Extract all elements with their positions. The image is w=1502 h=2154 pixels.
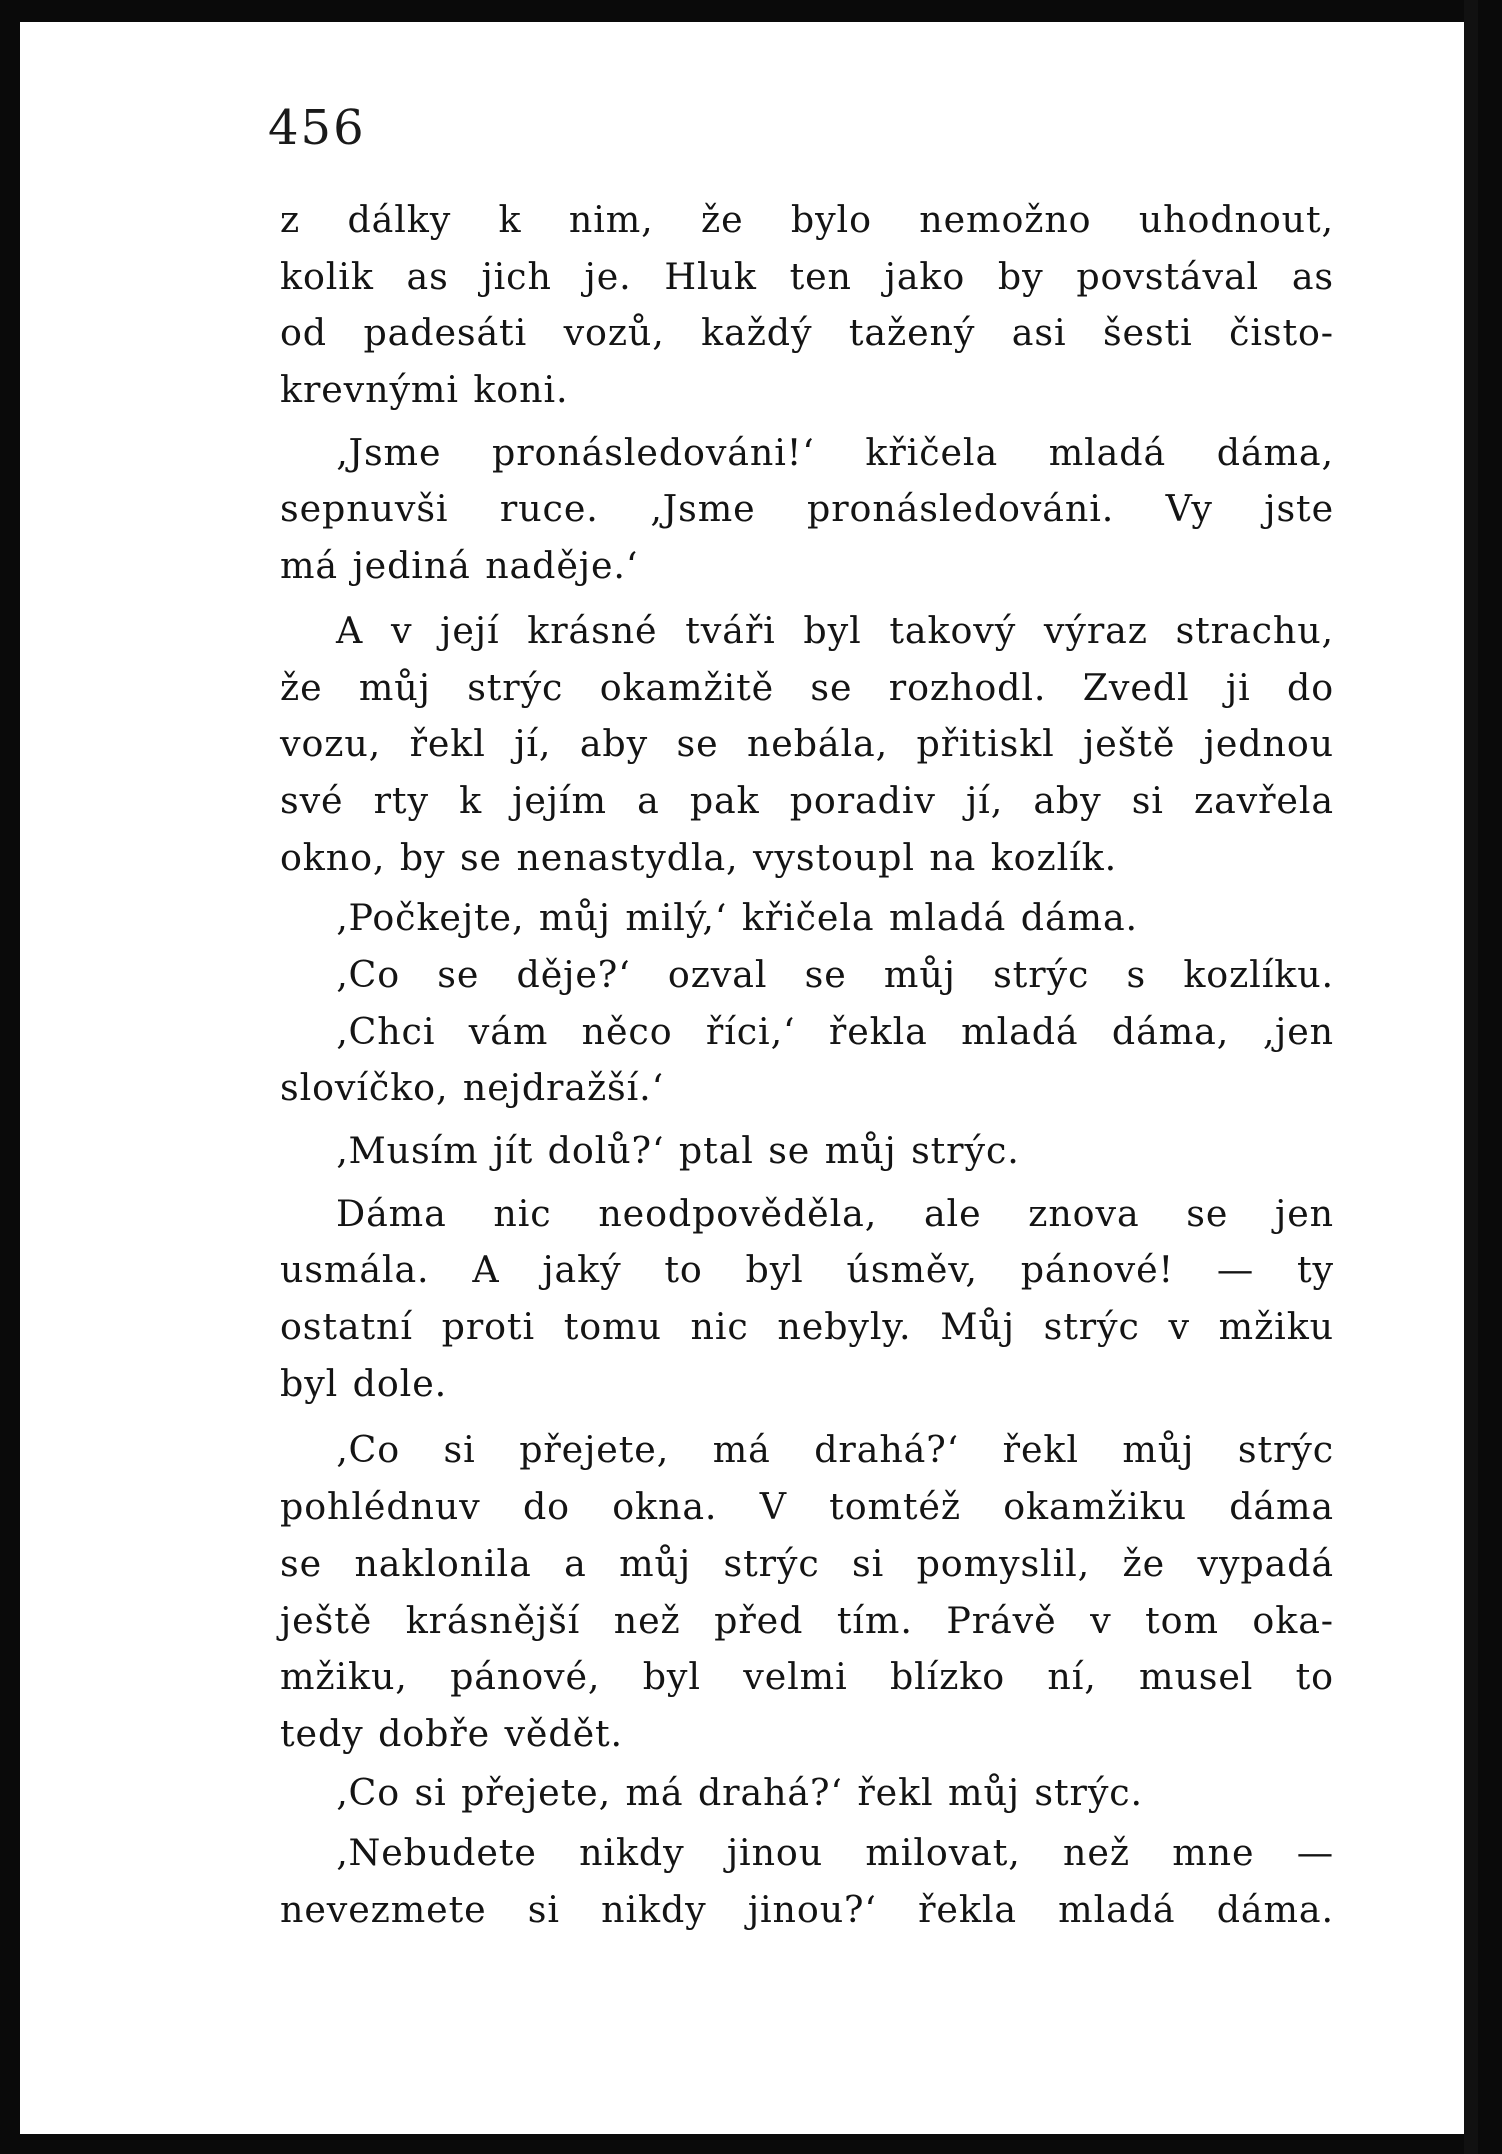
- text-line: ‚Co si přejete, má drahá?‘ řekl můj strýc.: [336, 1770, 1144, 1814]
- text-line: od padesáti vozů, každý tažený asi šesti čisto-: [280, 311, 1334, 355]
- text-line: A v její krásné tváři byl takový výraz strachu,: [336, 608, 1334, 652]
- text-line: ještě krásnější než před tím. Právě v tom oka-: [280, 1598, 1334, 1642]
- text-line: mžiku, pánové, byl velmi blízko ní, musel to: [280, 1655, 1334, 1699]
- text-line: sepnuvši ruce. ‚Jsme pronásledováni. Vy jste: [280, 487, 1334, 531]
- body-text: [280, 192, 1334, 1939]
- text-line: usmála. A jaký to byl úsměv, pánové! — ty: [280, 1248, 1334, 1292]
- text-line: má jediná naděje.‘: [280, 544, 639, 588]
- text-line: nevezmete si nikdy jinou?‘ řekla mladá dáma.: [280, 1887, 1334, 1931]
- text-line: Dáma nic neodpověděla, ale znova se jen: [336, 1191, 1334, 1235]
- text-line: ‚Jsme pronásledováni!‘ křičela mladá dáma,: [336, 430, 1334, 474]
- page-edge-shadow: [1464, 0, 1478, 2154]
- text-line: ‚Chci vám něco říci,‘ řekla mladá dáma, ‚jen: [336, 1009, 1334, 1053]
- text-line: své rty k jejím a pak poradiv jí, aby si zavřela: [280, 778, 1334, 822]
- text-line: ‚Počkejte, můj milý,‘ křičela mladá dáma.: [336, 896, 1139, 940]
- text-line: vozu, řekl jí, aby se nebála, přitiskl ještě jednou: [280, 722, 1334, 766]
- page-number: 456: [268, 100, 366, 156]
- text-line: okno, by se nenastydla, vystoupl na kozlík.: [280, 835, 1118, 879]
- text-line: ‚Nebudete nikdy jinou milovat, než mne —: [336, 1831, 1334, 1875]
- text-line: ‚Co se děje?‘ ozval se můj strýc s kozlíku.: [336, 952, 1334, 996]
- text-line: krevnými koni.: [280, 368, 569, 412]
- text-line: byl dole.: [280, 1361, 448, 1405]
- text-line: ‚Co si přejete, má drahá?‘ řekl můj strýc: [336, 1428, 1334, 1472]
- text-line: z dálky k nim, že bylo nemožno uhodnout,: [280, 198, 1334, 241]
- text-line: pohlédnuv do okna. V tomtéž okamžiku dáma: [280, 1485, 1334, 1529]
- text-line: kolik as jich je. Hluk ten jako by povstával as: [280, 254, 1334, 298]
- text-line: slovíčko, nejdražší.‘: [280, 1066, 665, 1110]
- text-line: že můj strýc okamžitě se rozhodl. Zvedl ji do: [280, 665, 1334, 709]
- text-line: ostatní proti tomu nic nebyly. Můj strýc v mžiku: [280, 1305, 1334, 1349]
- text-line: ‚Musím jít dolů?‘ ptal se můj strýc.: [336, 1129, 1020, 1172]
- text-line: se naklonila a můj strýc si pomyslil, že vypadá: [280, 1541, 1334, 1585]
- text-line: tedy dobře vědět.: [280, 1711, 623, 1755]
